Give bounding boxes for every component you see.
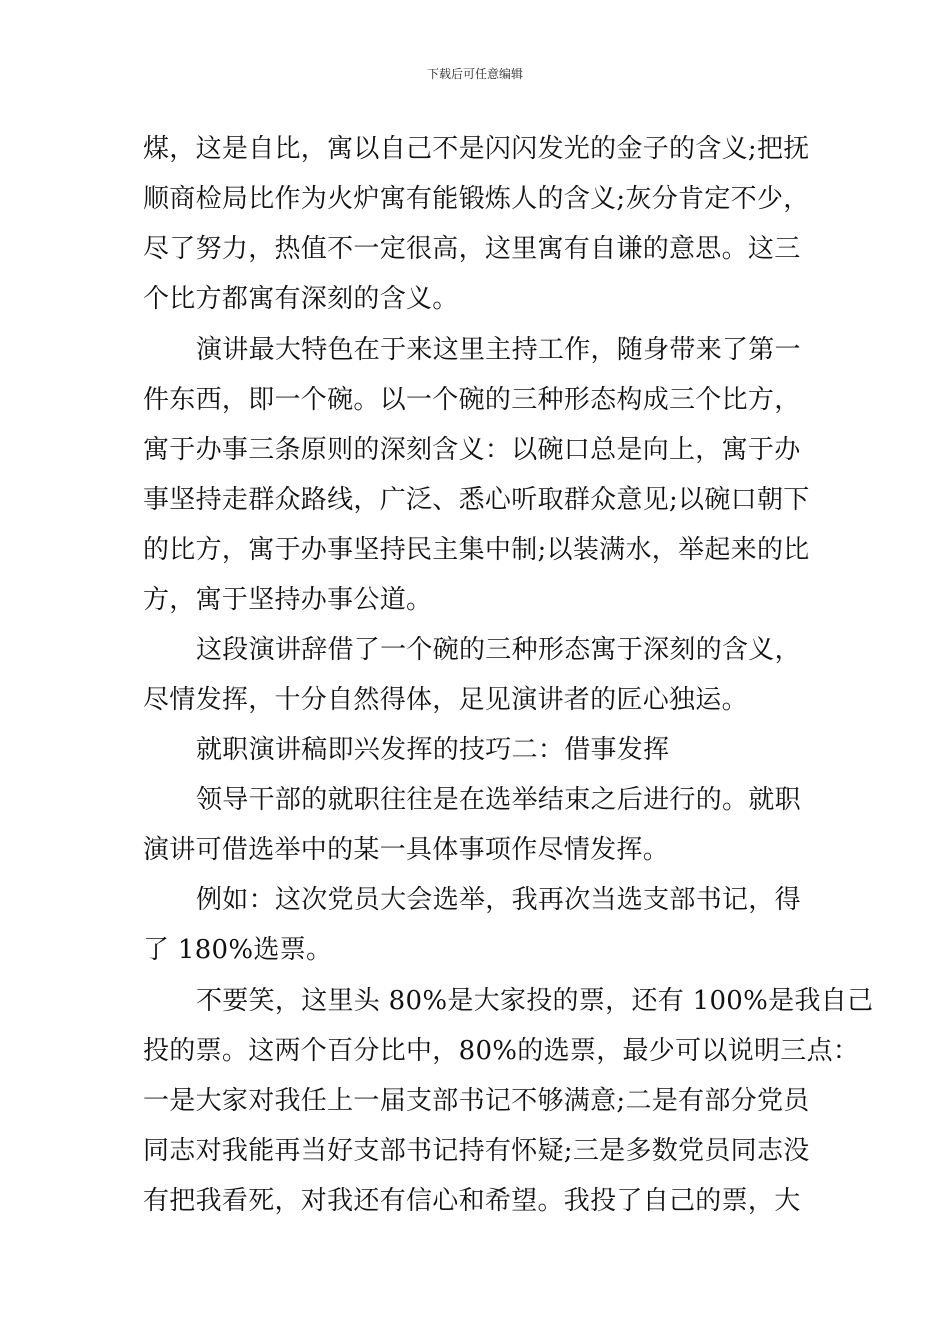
text-line: 的比方，寓于办事坚持民主集中制;以装满水，举起来的比 [143, 535, 810, 565]
text-line: 一是大家对我任上一届支部书记不够满意;二是有部分党员 [143, 1086, 810, 1116]
text-line: 方，寓于坚持办事公道。 [143, 585, 433, 615]
text-line: 件东西，即一个碗。以一个碗的三种形态构成三个比方， [143, 385, 801, 415]
text-line: 寓于办事三条原则的深刻含义：以碗口总是向上，寓于办 [143, 435, 801, 465]
text-line: 有把我看死，对我还有信心和希望。我投了自己的票，大 [143, 1186, 801, 1216]
text-line: 个比方都寓有深刻的含义。 [143, 284, 459, 314]
text-line: 不要笑，这里头 80%是大家投的票，还有 100%是我自己 [196, 986, 874, 1016]
text-line: 煤，这是自比，寓以自己不是闪闪发光的金子的含义;把抚 [143, 134, 810, 164]
text-line: 投的票。这两个百分比中，80%的选票，最少可以说明三点： [143, 1036, 860, 1066]
text-line: 演讲可借选举中的某一具体事项作尽情发挥。 [143, 835, 670, 865]
page-header: 下载后可任意编辑 [426, 67, 523, 81]
text-line: 尽情发挥，十分自然得体，足见演讲者的匠心独运。 [143, 685, 748, 715]
text-line: 同志对我能再当好支部书记持有怀疑;三是多数党员同志没 [143, 1136, 810, 1166]
section-heading: 就职演讲稿即兴发挥的技巧二：借事发挥 [196, 735, 670, 765]
text-line: 尽了努力，热值不一定很高，这里寓有自谦的意思。这三 [143, 234, 801, 264]
text-line: 例如：这次党员大会选举，我再次当选支部书记，得 [196, 885, 801, 915]
text-line: 演讲最大特色在于来这里主持工作，随身带来了第一 [196, 335, 801, 365]
text-line: 事坚持走群众路线，广泛、悉心听取群众意见;以碗口朝下 [143, 485, 810, 515]
text-line: 这段演讲辞借了一个碗的三种形态寓于深刻的含义， [196, 635, 801, 665]
text-line: 领导干部的就职往往是在选举结束之后进行的。就职 [196, 785, 801, 815]
text-line: 顺商检局比作为火炉寓有能锻炼人的含义;灰分肯定不少， [143, 184, 810, 214]
text-line: 了 180%选票。 [143, 935, 333, 965]
